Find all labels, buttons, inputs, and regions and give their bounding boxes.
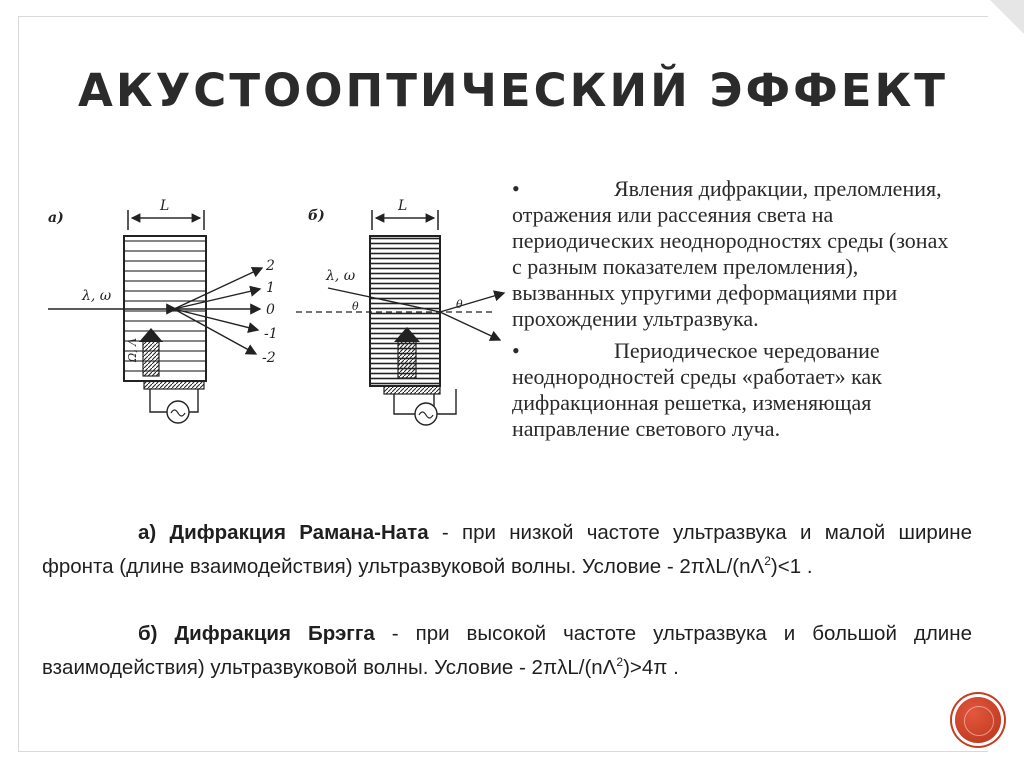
order-label: -1	[264, 326, 278, 342]
raman-nath-paragraph	[42, 518, 972, 581]
width-label-b: L	[398, 198, 408, 214]
angle-label-in: θ	[352, 300, 359, 313]
diagram-raman-nath	[48, 198, 278, 423]
order-label: 1	[266, 280, 275, 296]
page-corner-fold	[990, 0, 1024, 34]
frame-left-line	[18, 16, 19, 751]
bragg-condition-tail: )>4π .	[623, 655, 679, 679]
order-label: 0	[266, 302, 275, 318]
sound-label-a: Ω, Λ	[126, 337, 139, 362]
beam-label-b: λ, ω	[326, 268, 356, 284]
raman-nath-condition-tail: )<1 .	[770, 554, 813, 578]
bullet-marker: •	[512, 176, 520, 201]
frame-bottom-line	[18, 751, 988, 752]
superscript: 2	[616, 655, 624, 669]
transducer-b	[384, 386, 440, 394]
bullet-text: Периодическое чередование неоднородностей среды «работает» как дифракционная решетка, изменяющая направление светового луча.	[512, 338, 882, 441]
diagram-bragg	[296, 198, 504, 425]
bullet-text: Явления дифракции, преломления, отражения или рассеяния света на периодических неоднородностях среды (зонах с разным показателем преломления), вызванных упругими деформациями при прохождении ультразвука.	[512, 176, 949, 331]
slide-title: АКУСТООПТИЧЕСКИЙ ЭФФЕКТ	[78, 64, 948, 117]
bullet-list	[512, 176, 962, 448]
raman-nath-text: - при низкой частоте ультразвука и малой ширине фронта (длине взаимодействия) ультразвуковой волны. Условие - 2πλL/(nΛ	[42, 521, 972, 578]
bragg-paragraph	[42, 619, 972, 682]
frame-top-line	[18, 16, 988, 17]
order-label: 2	[266, 258, 275, 274]
bragg-heading: б) Дифракция Брэгга	[138, 622, 375, 645]
order-label: -2	[262, 350, 276, 366]
bullet-item	[512, 338, 962, 442]
slide-badge-icon	[955, 697, 1001, 743]
bullet-item	[512, 176, 962, 332]
bragg-text: - при высокой частоте ультразвука и большой длине взаимодействия) ультразвуковой волны. Условие - 2πλL/(nΛ	[42, 622, 972, 679]
superscript: 2	[764, 554, 771, 568]
panel-label-a: а)	[48, 210, 64, 226]
panel-label-b: б)	[308, 208, 325, 224]
bullet-marker: •	[512, 338, 520, 363]
acousto-optic-diagram	[36, 196, 506, 436]
transducer-a	[144, 381, 204, 389]
width-label-a: L	[160, 198, 170, 214]
angle-label-out: θ	[456, 298, 463, 311]
beam-label-a: λ, ω	[82, 288, 112, 304]
raman-nath-heading: а) Дифракция Рамана-Ната	[138, 521, 429, 544]
